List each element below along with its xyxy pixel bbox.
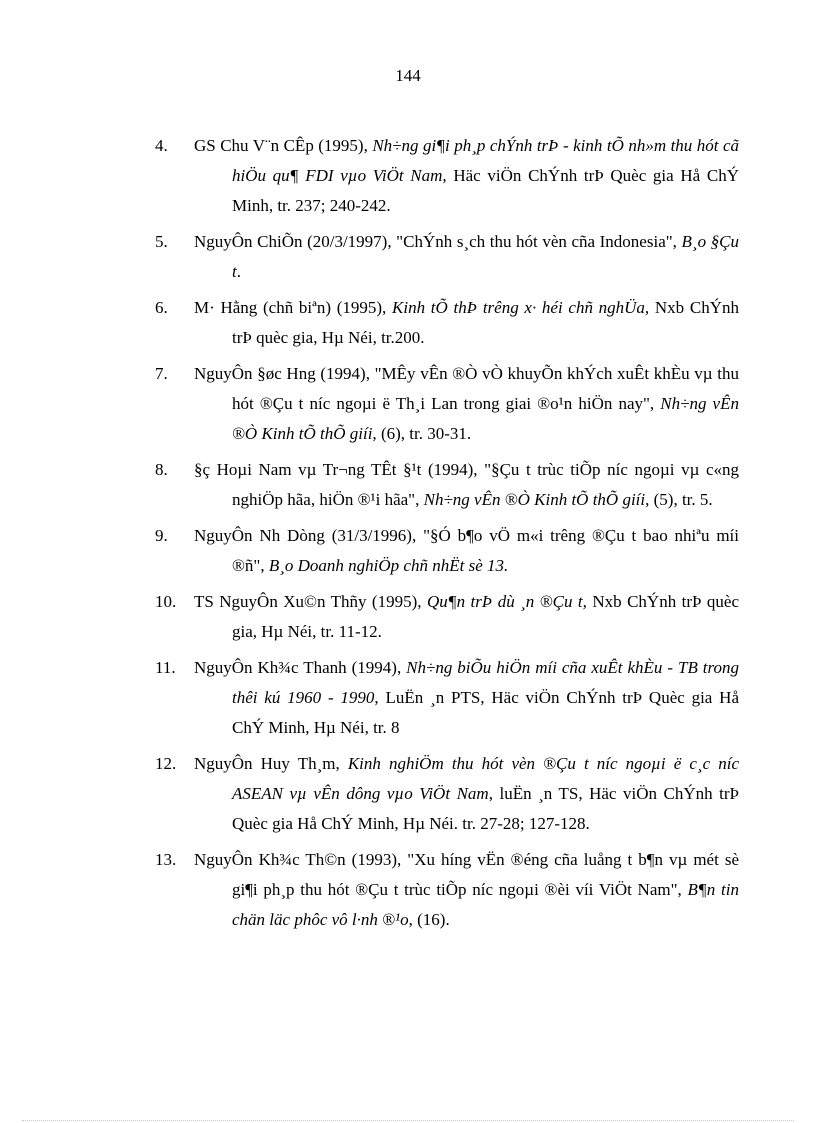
reference-item	[155, 131, 739, 221]
reference-text: §ç Hoµi Nam vµ Tr¬ng TÊt §¹t (1994), "§Çu t trùc tiÕp níc ngoµi vµ c«ng nghiÖp hãa, hiÖn ®¹i hãa",	[194, 460, 739, 509]
reference-item	[155, 359, 739, 449]
reference-title-text: Qu¶n trÞ dù ¸n ®Çu t,	[426, 592, 587, 611]
reference-item	[155, 521, 739, 581]
reference-text: , (5), tr. 5.	[645, 490, 713, 509]
reference-item	[155, 749, 739, 839]
reference-text: Häc viÖn ChÝnh trÞ Quèc gia Hå ChÝ Minh, tr. 237; 240-242.	[232, 166, 740, 215]
reference-number: 11.	[155, 658, 176, 677]
reference-text: (6), tr. 30-31.	[376, 424, 472, 443]
reference-text: NguyÔn Nh Dòng (31/3/1996), "§Ó b¶o vÖ m«i trêng ®Çu t bao nhiªu míi ®ñ",	[194, 526, 739, 575]
reference-number: 8.	[155, 460, 168, 479]
reference-text: NguyÔn Huy Th¸m,	[194, 754, 348, 773]
reference-title-text: Kinh tÕ thÞ trêng x· héi chñ nghÜa,	[392, 298, 650, 317]
reference-text: M· Hằng (chñ biªn) (1995),	[194, 298, 393, 317]
reference-text: , LuËn ¸n PTS, Häc viÖn ChÝnh trÞ Quèc gia Hå ChÝ Minh, Hµ Néi, tr. 8	[232, 688, 739, 737]
reference-number: 4.	[155, 136, 168, 155]
reference-text: NguyÔn Kh¾c Thanh (1994),	[194, 658, 407, 677]
reference-text: NguyÔn ChiÕn (20/3/1997), "ChÝnh s¸ch thu hót vèn cña Indonesia",	[194, 232, 682, 251]
reference-number: 13.	[155, 850, 177, 869]
reference-number: 10.	[155, 592, 177, 611]
reference-number: 9.	[155, 526, 168, 545]
reference-title-text: B¸o §Çu t	[232, 232, 740, 281]
reference-text: , luËn ¸n TS, Häc viÖn ChÝnh trÞ Quèc gia Hå ChÝ Minh, Hµ Néi. tr. 27-28; 127-128.	[232, 784, 739, 833]
reference-title-text: Nh÷ng vÊn ®Ò Kinh tÕ thÕ giíi	[423, 490, 646, 509]
reference-text: , (16).	[408, 910, 450, 929]
reference-title-text: B¸o Doanh nghiÖp chñ nhËt sè 13.	[268, 556, 509, 575]
reference-number: 6.	[155, 298, 168, 317]
reference-title-text: B¶n tin chän läc phôc vô l·nh ®¹o	[232, 880, 739, 929]
reference-item	[155, 653, 739, 743]
reference-number: 7.	[155, 364, 168, 383]
reference-title-text: Nh÷ng biÕu hiÖn míi cña xuÊt khÈu - TB trong thêi kú 1960 - 1990	[232, 658, 739, 707]
reference-title-text: Nh÷ng vÊn ®Ò Kinh tÕ thÕ giíi,	[232, 394, 739, 443]
reference-number: 5.	[155, 232, 168, 251]
reference-item	[155, 845, 739, 935]
reference-title-text: Nh÷ng gi¶i ph¸p chÝnh trÞ - kinh tÕ nh»m thu hót cã hiÖu qu¶ FDI vµo ViÖt Nam,	[232, 136, 739, 185]
page-number: 144	[395, 66, 421, 85]
reference-text: NguyÔn §øc Hng (1994), "MÊy vÊn ®Ò vÒ khuyÕn khÝch xuÊt khÈu vµ thu hót ®Çu t níc ngoµi ë Th¸i Lan trong giai ®o¹n hiÖn nay",	[194, 364, 739, 413]
reference-text: Nxb ChÝnh trÞ quèc gia, Hµ Néi, tr. 11-12.	[232, 592, 739, 641]
reference-text: .	[236, 262, 241, 281]
reference-title-text: Kinh nghiÖm thu hót vèn ®Çu t níc ngoµi ë c¸c níc ASEAN vµ vÊn dông vµo ViÖt Nam	[232, 754, 739, 803]
reference-text: GS Chu V¨n CÊp (1995),	[194, 136, 373, 155]
reference-item	[155, 587, 739, 647]
reference-item	[155, 455, 739, 515]
reference-text: NguyÔn Kh¾c Th©n (1993), "Xu híng vËn ®éng cña luång t b¶n vµ mét sè gi¶i ph¸p thu hót ®Çu t trùc tiÕp níc ngoµi ®èi víi ViÖt Nam",	[194, 850, 739, 899]
reference-item	[155, 227, 739, 287]
reference-number: 12.	[155, 754, 177, 773]
reference-text: TS NguyÔn Xu©n Thñy (1995),	[194, 592, 427, 611]
reference-item	[155, 293, 739, 353]
reference-list	[155, 131, 739, 941]
bottom-divider	[22, 1120, 794, 1121]
reference-text: Nxb ChÝnh trÞ quèc gia, Hµ Néi, tr.200.	[232, 298, 739, 347]
